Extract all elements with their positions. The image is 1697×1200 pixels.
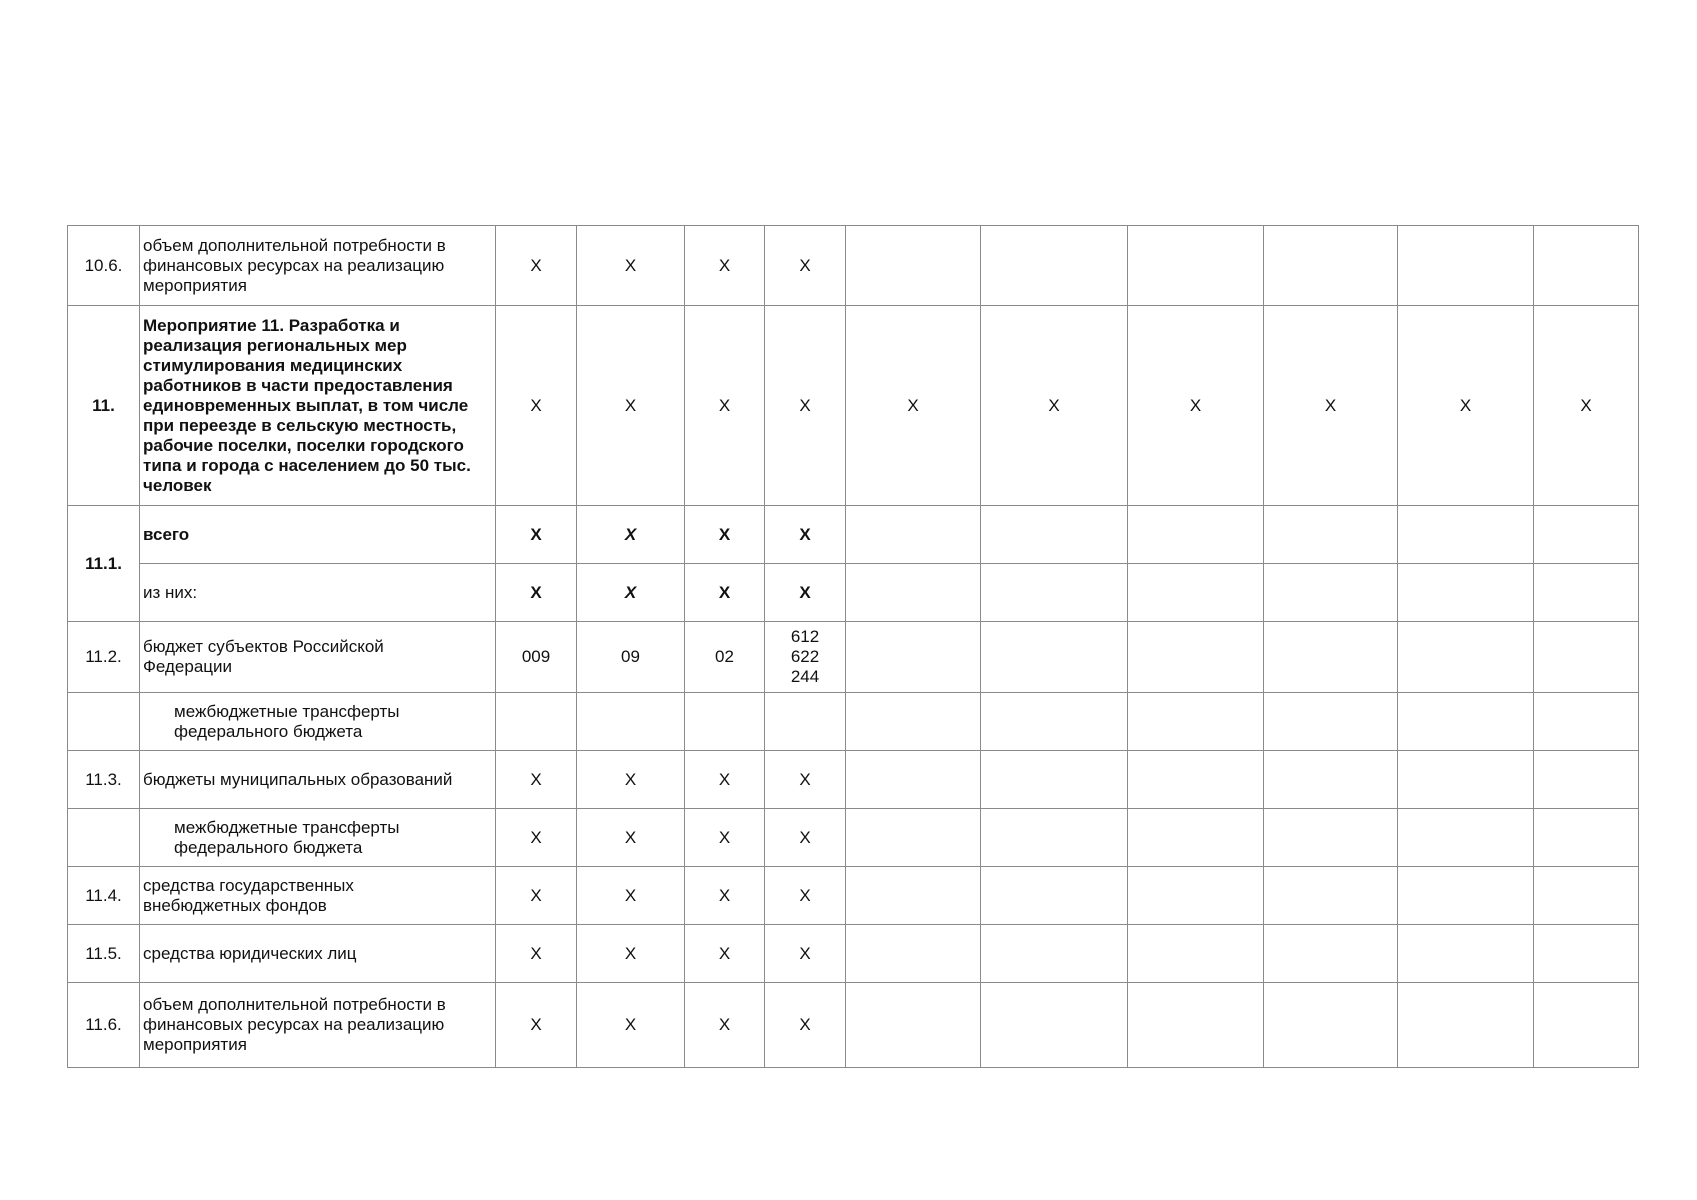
value-cell: [981, 867, 1128, 925]
value-cell: [846, 925, 981, 983]
value-cell: X: [577, 867, 685, 925]
value-cell: X: [765, 983, 846, 1068]
value-cell: [1398, 867, 1534, 925]
value-cell: [1264, 751, 1398, 809]
value-cell: [846, 506, 981, 564]
row-number: 11.3.: [68, 751, 140, 809]
value-cell: X: [577, 564, 685, 622]
value-cell: [1128, 751, 1264, 809]
value-cell: [981, 506, 1128, 564]
row-number: 11.2.: [68, 622, 140, 693]
value-cell: X: [685, 226, 765, 306]
value-cell: [1534, 693, 1639, 751]
value-cell: [1264, 622, 1398, 693]
row-description: Мероприятие 11. Разработка и реализация региональных мер стимулирования медицинских работников в части предоставления единовременных выплат, в том числе при переезде в сельскую местность, рабочие поселки, поселки городского типа и города с населением до 50 тыс. человек: [140, 306, 496, 506]
value-cell: [1398, 506, 1534, 564]
table-row: [68, 564, 1639, 622]
value-cell: [1398, 622, 1534, 693]
value-cell: [1534, 809, 1639, 867]
value-cell: [1398, 809, 1534, 867]
value-cell: [846, 751, 981, 809]
value-cell: [1534, 925, 1639, 983]
table-row: [68, 809, 1639, 867]
value-cell: [1264, 693, 1398, 751]
table-row: [68, 506, 1639, 564]
value-cell: X: [496, 751, 577, 809]
value-cell: X: [577, 925, 685, 983]
row-description: из них:: [140, 564, 496, 622]
value-cell: [1128, 226, 1264, 306]
value-cell: [846, 622, 981, 693]
value-cell: X: [496, 564, 577, 622]
value-cell: X: [496, 506, 577, 564]
value-cell: X: [577, 226, 685, 306]
value-cell: X: [765, 751, 846, 809]
row-number: [68, 693, 140, 751]
value-cell: X: [685, 751, 765, 809]
value-cell: [496, 693, 577, 751]
value-cell: X: [685, 925, 765, 983]
value-cell: X: [765, 867, 846, 925]
value-cell: X: [765, 564, 846, 622]
row-number: 11.1.: [68, 506, 140, 622]
value-cell: X: [577, 983, 685, 1068]
value-cell: [577, 693, 685, 751]
value-cell: X: [1398, 306, 1534, 506]
budget-table: [67, 225, 1639, 1068]
value-cell: [846, 564, 981, 622]
value-cell: [765, 693, 846, 751]
value-cell: [981, 925, 1128, 983]
value-cell: X: [685, 983, 765, 1068]
value-cell: [1128, 564, 1264, 622]
value-cell: [1264, 809, 1398, 867]
row-description: бюджеты муниципальных образований: [140, 751, 496, 809]
value-cell: [1128, 809, 1264, 867]
value-cell: X: [577, 751, 685, 809]
value-cell: X: [577, 506, 685, 564]
value-cell: [981, 751, 1128, 809]
row-number: [68, 809, 140, 867]
value-cell: [981, 809, 1128, 867]
value-cell: 09: [577, 622, 685, 693]
row-description: бюджет субъектов Российской Федерации: [140, 622, 496, 693]
row-number: 11.: [68, 306, 140, 506]
value-cell: [981, 983, 1128, 1068]
value-cell: [1534, 226, 1639, 306]
table-row: [68, 751, 1639, 809]
value-cell: X: [1264, 306, 1398, 506]
value-cell: X: [496, 809, 577, 867]
row-number: 10.6.: [68, 226, 140, 306]
value-cell: 009: [496, 622, 577, 693]
value-cell: [846, 809, 981, 867]
value-cell: [981, 622, 1128, 693]
value-cell: [1264, 867, 1398, 925]
value-cell: [981, 564, 1128, 622]
value-cell: [1128, 693, 1264, 751]
value-cell: [1264, 226, 1398, 306]
value-cell: [1128, 983, 1264, 1068]
table-row: [68, 622, 1639, 693]
value-cell: X: [685, 506, 765, 564]
table-row: [68, 693, 1639, 751]
value-cell: X: [685, 564, 765, 622]
row-description: межбюджетные трансферты федерального бюджета: [140, 809, 496, 867]
row-number: 11.4.: [68, 867, 140, 925]
value-cell: [1534, 564, 1639, 622]
value-cell: [1534, 867, 1639, 925]
value-cell: [981, 693, 1128, 751]
value-cell: X: [765, 306, 846, 506]
value-cell: [685, 693, 765, 751]
table-row: [68, 306, 1639, 506]
row-description: межбюджетные трансферты федерального бюджета: [140, 693, 496, 751]
value-cell: X: [496, 306, 577, 506]
table-row: [68, 867, 1639, 925]
value-cell: X: [1128, 306, 1264, 506]
value-cell: [981, 226, 1128, 306]
table-row: [68, 983, 1639, 1068]
row-description: средства юридических лиц: [140, 925, 496, 983]
row-description: всего: [140, 506, 496, 564]
value-cell: X: [765, 809, 846, 867]
value-cell: [1128, 925, 1264, 983]
value-cell: [1128, 506, 1264, 564]
value-cell: 02: [685, 622, 765, 693]
value-cell: X: [846, 306, 981, 506]
table-row: [68, 226, 1639, 306]
row-number: 11.5.: [68, 925, 140, 983]
value-cell: [846, 867, 981, 925]
value-cell: [1534, 622, 1639, 693]
value-cell: [1398, 925, 1534, 983]
value-cell: X: [685, 306, 765, 506]
value-cell: [846, 226, 981, 306]
value-cell: [1264, 564, 1398, 622]
row-description: объем дополнительной потребности в финансовых ресурсах на реализацию мероприятия: [140, 226, 496, 306]
value-cell: X: [496, 867, 577, 925]
value-cell: [1264, 506, 1398, 564]
value-cell: X: [496, 925, 577, 983]
row-description: объем дополнительной потребности в финансовых ресурсах на реализацию мероприятия: [140, 983, 496, 1068]
value-cell: [1128, 867, 1264, 925]
value-cell: [846, 693, 981, 751]
value-cell: X: [496, 983, 577, 1068]
row-description: средства государственных внебюджетных фондов: [140, 867, 496, 925]
value-cell: X: [577, 306, 685, 506]
value-cell: [1398, 564, 1534, 622]
value-cell: [846, 983, 981, 1068]
value-cell: [1398, 693, 1534, 751]
value-cell: X: [765, 226, 846, 306]
value-cell: [1264, 925, 1398, 983]
value-cell: [1398, 226, 1534, 306]
value-cell: [1534, 983, 1639, 1068]
value-cell: X: [685, 867, 765, 925]
value-cell: X: [496, 226, 577, 306]
value-cell: X: [981, 306, 1128, 506]
table-row: [68, 925, 1639, 983]
value-cell: [1398, 751, 1534, 809]
value-cell: X: [1534, 306, 1639, 506]
value-cell: [1128, 622, 1264, 693]
value-cell: [1534, 506, 1639, 564]
value-cell: X: [765, 506, 846, 564]
value-cell: [1398, 983, 1534, 1068]
value-cell: X: [685, 809, 765, 867]
value-cell: [1534, 751, 1639, 809]
value-cell: X: [765, 925, 846, 983]
value-cell: [1264, 983, 1398, 1068]
value-cell: X: [577, 809, 685, 867]
value-cell: 612 622 244: [765, 622, 846, 693]
row-number: 11.6.: [68, 983, 140, 1068]
